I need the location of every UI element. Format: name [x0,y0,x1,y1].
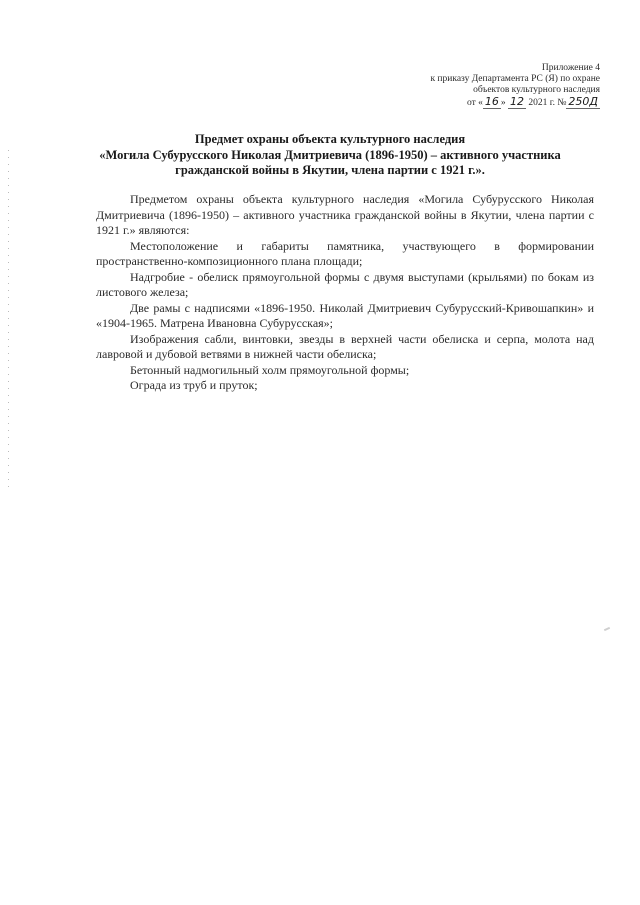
attachment-header [360,63,600,109]
paragraph-images: Изображения сабли, винтовки, звезды в верхней части обелиска и серпа, молота над лавровой и дубовой ветвями в нижней части обелиска; [96,331,594,361]
title-line-1: Предмет охраны объекта культурного наследия [194,132,466,146]
paragraph-frames: Две рамы с надписями «1896-1950. Николай Дмитриевич Субурусский-Кривошапкин» и «1904-1965. Матрена Ивановна Субурусская»; [96,300,594,330]
attachment-line-3: объектов культурного наследия [473,85,600,95]
paragraph-fence: Ограда из труб и пруток; [130,378,258,392]
date-mid: » [500,98,509,108]
paragraph-location: Местоположение и габариты памятника, участвующего в формировании пространственно-композиционного плана площади; [96,238,594,268]
attachment-date-line [360,96,600,109]
paragraph-mound: Бетонный надмогильный холм прямоугольной формы; [130,362,410,377]
handwritten-day: 16 [484,95,499,108]
paragraph-intro: Предметом охраны объекта культурного наследия «Могила Субурусского Николая Дмитриевича (1896-1950) – активного участника гражданской войны в Якутии, члена партии с 1921 г.» являются: [96,192,594,237]
title-line-2: «Могила Субурусского Николая Дмитриевича (1896-1950) – активного участника [99,147,561,162]
document-body [96,192,594,394]
date-prefix: от « [466,98,483,108]
attachment-line-2: к приказу Департамента РС (Я) по охране [430,74,600,84]
attachment-line-1: Приложение 4 [541,63,600,73]
handwritten-order-number: 250Д [568,95,598,108]
title-line-3: гражданской войны в Якутии, члена партии с 1921 г.». [175,163,485,177]
handwritten-month: 12 [510,95,525,108]
scan-speck [604,627,610,631]
date-year: 2021 г. № [526,98,567,108]
document-title [95,132,565,179]
scan-margin-marks [8,150,9,490]
paragraph-tombstone: Надгробие - обелиск прямоугольной формы с двумя выступами (крыльями) по бокам из листового железа; [96,269,594,299]
